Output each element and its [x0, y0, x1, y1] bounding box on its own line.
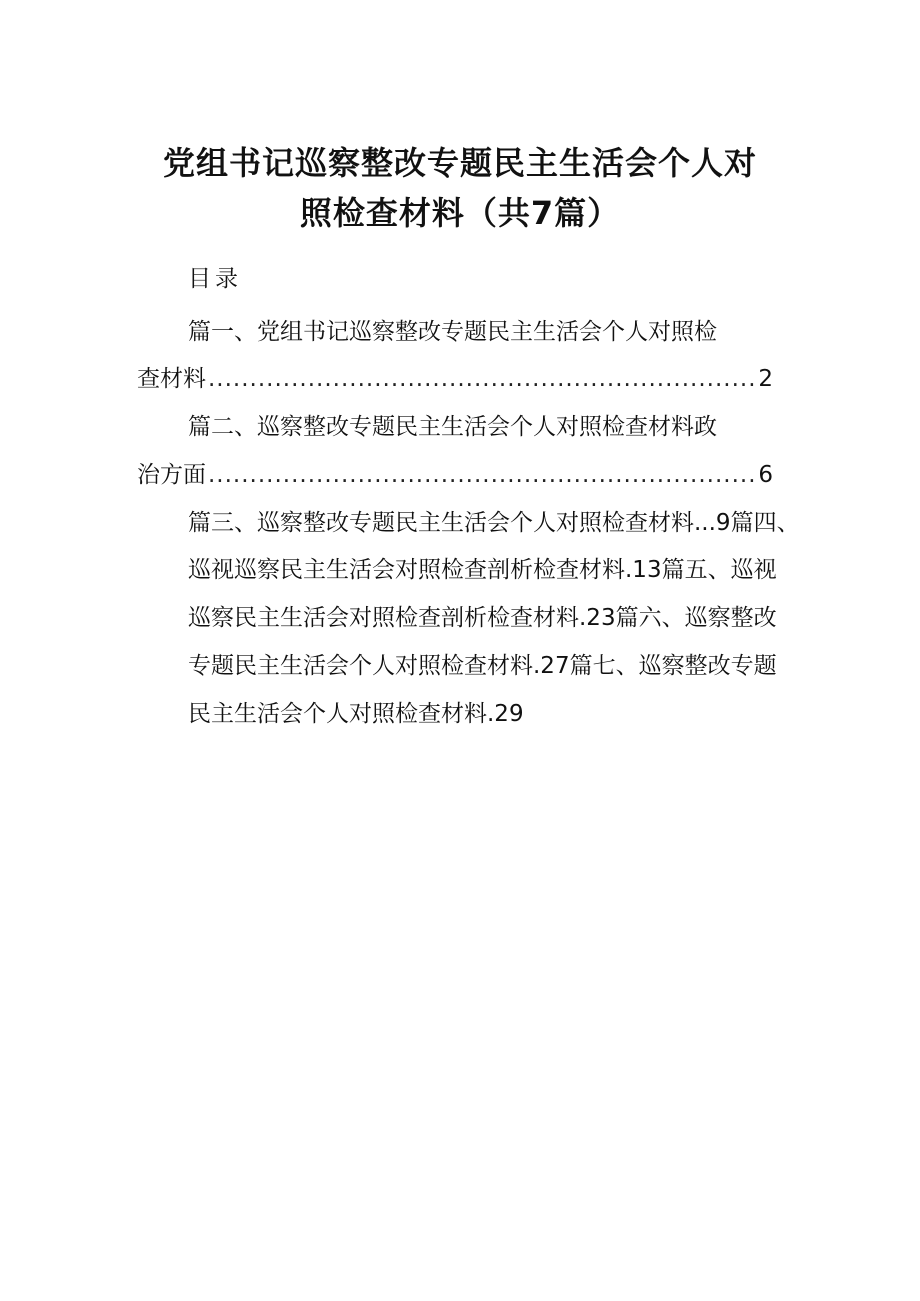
toc-leader-dots [208, 366, 756, 392]
toc-entry-2-line-2[interactable] [137, 456, 773, 489]
toc-paragraph-line[interactable]: 民主生活会个人对照检查材料.29 [188, 701, 524, 727]
toc-entry-1-line-1[interactable]: 篇一、党组书记巡察整改专题民主生活会个人对照检 [188, 319, 717, 345]
toc-paragraph-line[interactable]: 专题民主生活会个人对照检查材料.27篇七、巡察整改专题 [188, 653, 777, 679]
toc-entry-2-line-1[interactable]: 篇二、巡察整改专题民主生活会个人对照检查材料政 [188, 414, 717, 440]
toc-entry-2-page: 6 [758, 462, 773, 488]
document-title-line-2: 照检查材料（共7篇） [299, 194, 621, 232]
toc-entry-2-text: 治方面 [137, 462, 206, 488]
toc-paragraph-line[interactable]: 巡视巡察民主生活会对照检查剖析检查材料.13篇五、巡视 [188, 557, 777, 583]
toc-entry-1-page: 2 [758, 366, 773, 392]
document-title-line-1: 党组书记巡察整改专题民主生活会个人对 [162, 144, 757, 182]
toc-entry-1-text: 查材料 [137, 366, 206, 392]
toc-leader-dots [208, 462, 756, 488]
toc-entry-1-line-2[interactable] [137, 360, 773, 393]
toc-paragraph-line[interactable]: 篇三、巡察整改专题民主生活会个人对照检查材料...9篇四、 [188, 510, 800, 536]
toc-paragraph-line[interactable]: 巡察民主生活会对照检查剖析检查材料.23篇六、巡察整改 [188, 605, 777, 631]
toc-heading: 目录 [188, 266, 242, 292]
